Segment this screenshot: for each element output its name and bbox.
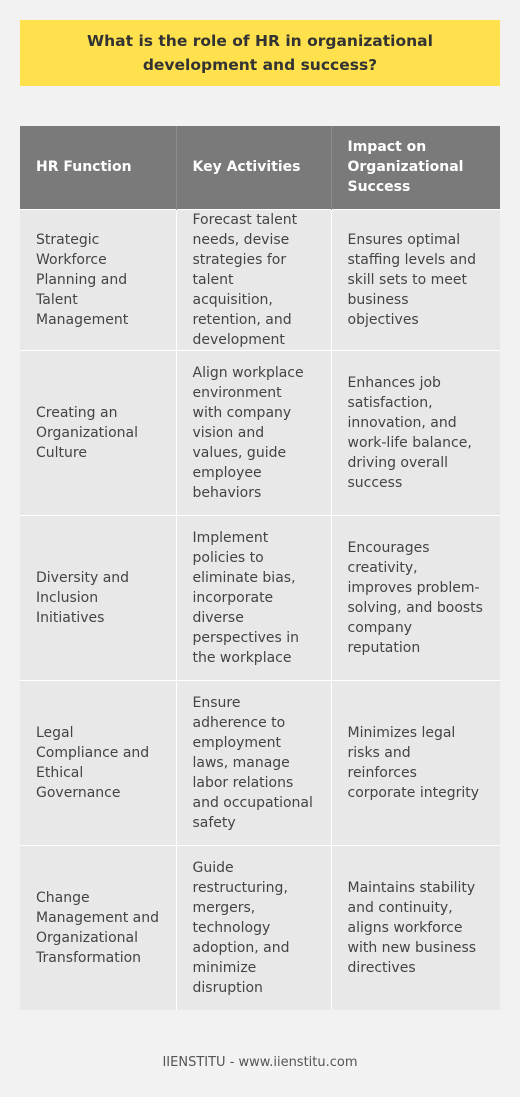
cell-impact: Encourages creativity, improves problem-solving, and boosts company reputation bbox=[331, 515, 500, 680]
table-row bbox=[20, 209, 500, 350]
table-row bbox=[20, 350, 500, 515]
cell-impact: Enhances job satisfaction, innovation, and work-life balance, driving overall success bbox=[331, 350, 500, 515]
cell-hr-function: Change Management and Organizational Transformation bbox=[20, 845, 176, 1010]
page-title: What is the role of HR in organizational development and success? bbox=[87, 32, 433, 74]
cell-hr-function: Diversity and Inclusion Initiatives bbox=[20, 515, 176, 680]
column-header-hr-function: HR Function bbox=[20, 126, 176, 209]
table-header-row bbox=[20, 126, 500, 209]
cell-impact: Minimizes legal risks and reinforces corporate integrity bbox=[331, 680, 500, 845]
column-header-key-activities: Key Activities bbox=[176, 126, 331, 209]
footer-credit: IIENSTITU - www.iienstitu.com bbox=[162, 1055, 358, 1070]
table-row bbox=[20, 845, 500, 1010]
hr-functions-table bbox=[20, 126, 500, 1010]
cell-hr-function: Creating an Organizational Culture bbox=[20, 350, 176, 515]
cell-hr-function: Strategic Workforce Planning and Talent Management bbox=[20, 209, 176, 350]
cell-key-activities: Implement policies to eliminate bias, incorporate diverse perspectives in the workplace bbox=[176, 515, 331, 680]
cell-impact: Maintains stability and continuity, aligns workforce with new business directives bbox=[331, 845, 500, 1010]
column-header-impact: Impact on Organizational Success bbox=[331, 126, 500, 209]
cell-key-activities: Forecast talent needs, devise strategies for talent acquisition, retention, and development bbox=[176, 209, 331, 350]
cell-impact: Ensures optimal staffing levels and skill sets to meet business objectives bbox=[331, 209, 500, 350]
cell-key-activities: Align workplace environment with company vision and values, guide employee behaviors bbox=[176, 350, 331, 515]
table-row bbox=[20, 680, 500, 845]
title-banner bbox=[20, 20, 500, 86]
cell-hr-function: Legal Compliance and Ethical Governance bbox=[20, 680, 176, 845]
table-row bbox=[20, 515, 500, 680]
cell-key-activities: Guide restructuring, mergers, technology adoption, and minimize disruption bbox=[176, 845, 331, 1010]
cell-key-activities: Ensure adherence to employment laws, manage labor relations and occupational safety bbox=[176, 680, 331, 845]
